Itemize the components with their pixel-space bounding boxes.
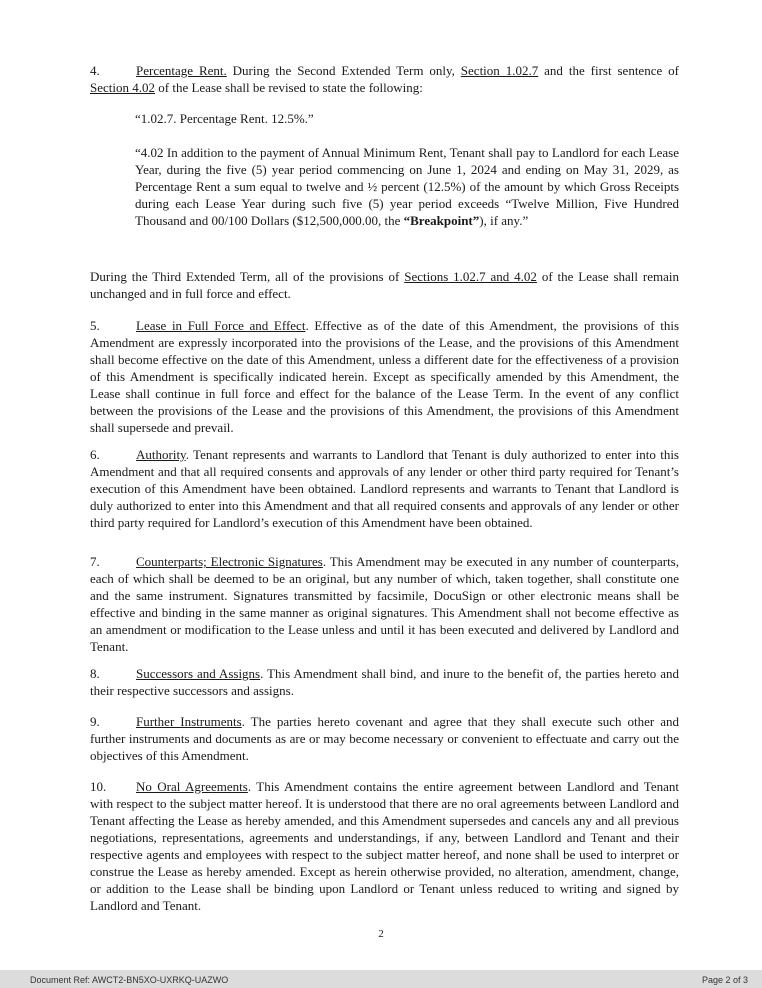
section-title: Further Instruments <box>136 714 242 729</box>
section-body: . This Amendment may be executed in any number of counterparts, each of which shall be deemed to be an original, but any number of which, taken together, shall constitute one and the same instrument. Signatures transmitted by facsimile, DocuSign or other electronic means shall be effective and binding in the same manner as original signatures. This Amendment shall not become effective as an amendment or modification to the Lease unless and until it has been executed and delivered by Landlord and Tenant. <box>90 554 679 654</box>
page-number: 2 <box>378 928 384 940</box>
section-6 <box>90 446 679 531</box>
section-title: Counterparts; Electronic Signatures <box>136 554 323 569</box>
section-body: . This Amendment contains the entire agreement between Landlord and Tenant with respect to the subject matter hereof. It is understood that there are no oral agreements between Landlord and Tenant affecting the Lease as hereby amended, and this Amendment supersedes and cancels any and all previous negotiations, representations, agreements and understandings, if any, between Landlord and Tenant and their respective agents and employees with respect to the subject matter hereof, and none shall be used to interpret or construe the Lease as hereby amended. Except as herein otherwise provided, no alteration, amendment, change, or addition to the Lease shall be binding upon Landlord or Tenant unless reduced to writing and signed by Landlord and Tenant. <box>90 779 679 913</box>
paragraph-text: of the Lease shall remain unchanged and in full force and effect. <box>90 269 680 301</box>
section-number: 9. <box>90 714 100 729</box>
third-extended-term-paragraph <box>90 268 679 302</box>
section-7 <box>90 553 679 655</box>
section-number: 8. <box>90 666 100 681</box>
breakpoint-term: “Breakpoint” <box>403 213 480 228</box>
section-8 <box>90 665 679 699</box>
section-number: 7. <box>90 554 100 569</box>
clause-text: “4.02 In addition to the payment of Annual Minimum Rent, Tenant shall pay to Landlord for each Lease Year, during the five (5) year period commencing on June 1, 2024 and ending on May 31, 2029, as Percentage Rent a sum equal to twelve and ½ percent (12.5%) of the amount by which Gross Receipts during each Lease Year during such five (5) year period exceeds “Twelve Million, Five Hundred Thousand and 00/100 Dollars ($12,500,000.00, the <box>135 145 679 228</box>
section-title: Lease in Full Force and Effect <box>136 318 306 333</box>
page-count: Page 2 of 3 <box>701 975 748 985</box>
section-9 <box>90 713 679 764</box>
section-reference: Sections 1.02.7 and 4.02 <box>404 269 537 284</box>
section-body: . Effective as of the date of this Amendment, the provisions of this Amendment are expressly incorporated into the provisions of the Lease, and the provisions of this Amendment shall become effective on the date of this Amendment, unless a different date for the effectiveness of a provision of this Amendment is specifically indicated herein. Except as specifically amended by this Amendment, the Lease shall continue in full force and effect for the balance of the Lease Term. In the event of any conflict between the provisions of the Lease and the provisions of this Amendment, the provisions of this Amendment shall supersede and prevail. <box>90 318 679 435</box>
quoted-clause-402 <box>135 144 679 229</box>
paragraph-text: During the Third Extended Term, all of the provisions of <box>90 269 405 284</box>
section-number: 5. <box>90 318 100 333</box>
section-number: 10. <box>90 779 107 794</box>
section-reference: Section 4.02 <box>90 80 155 95</box>
section-body: . The parties hereto covenant and agree that they shall execute such other and further instruments and documents as are or may become necessary or convenient to effectuate and carry out the objectives of this Amendment. <box>90 714 679 763</box>
section-reference: Section 1.02.7 <box>460 63 539 78</box>
section-title: Percentage Rent. <box>136 63 227 78</box>
section-5 <box>90 317 679 436</box>
section-4-intro <box>90 62 679 96</box>
section-body: . This Amendment shall bind, and inure to the benefit of, the parties hereto and their respective successors and assigns. <box>90 666 679 698</box>
section-title: Successors and Assigns <box>136 666 261 681</box>
clause-text: ), if any.” <box>479 213 529 228</box>
section-10 <box>90 778 679 914</box>
section-number: 4. <box>90 63 100 78</box>
section-number: 6. <box>90 447 100 462</box>
section-body: . Tenant represents and warrants to Landlord that Tenant is duly authorized to enter into this Amendment and that all required consents and approvals of any lender or other third party required for Tenant’s execution of this Amendment have been obtained. Landlord represents and warrants to Tenant that Landlord is duly authorized to enter into this Amendment and that all required consents and approvals of any lender or other third party required for Landlord’s execution of this Amendment have been obtained. <box>90 447 679 530</box>
section-title: Authority <box>136 447 186 462</box>
section-text: and the first sentence of <box>538 63 679 78</box>
section-text: During the Second Extended Term only, <box>226 63 461 78</box>
section-text: of the Lease shall be revised to state the following: <box>155 80 423 95</box>
document-reference: Document Ref: AWCT2-BN5XO-UXRKQ-UAZWO <box>30 975 229 985</box>
quoted-clause-1027: “1.02.7. Percentage Rent. 12.5%.” <box>135 111 314 126</box>
section-title: No Oral Agreements <box>136 779 248 794</box>
docusign-footer <box>0 970 762 988</box>
